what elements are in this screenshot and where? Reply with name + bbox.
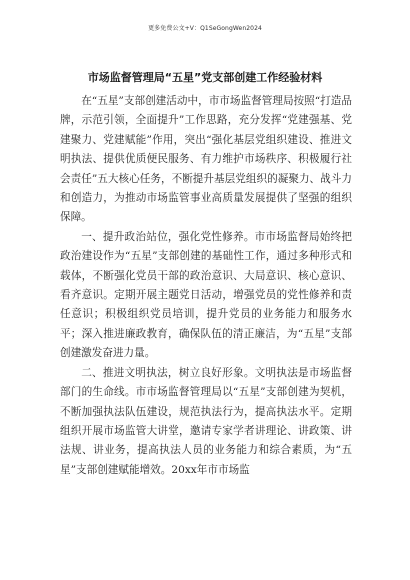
document-title: 市场监督管理局“五星”党支部创建工作经验材料 [87,71,323,84]
header-note: 更多免费公文+V：Q1SeGongWen2024 [148,25,262,32]
paragraph-section-2: 二、推进文明执法，树立良好形象。文明执法是市场监督部门的生命线。市市场监督管理局以“五星”支部创建为契机，不断加强执法队伍建设，规范执法行为，提高执法水平。定期组织开展市场监管大讲堂，邀请专家学者讲理论、讲政策、讲法规、讲业务，提高执法人员的业务能力和综合素质，为“五星”支部创建赋能增效。20xx年市市场监 [60,366,352,476]
document-body [60,92,352,480]
paragraph-section-1: 一、提升政治站位，强化党性修养。市市场监督局始终把政治建设作为“五星”支部创建的基础性工作，通过多种形式和载体，不断强化党员干部的政治意识、大局意识、核心意识、看齐意识。定期开展主题党日活动，增强党员的党性修养和责任意识；积极组织党员培训，提升党员的业务能力和服务水平；深入推进廉政教育，确保队伍的清正廉洁，为“五星”支部创建激发奋进力量。 [60,230,352,360]
paragraph-intro: 在“五星”支部创建活动中，市市场监督管理局按照“打造品牌，示范引领，全面提升”工作思路，充分发挥“党建强基、党建聚力、党建赋能”作用，突出“强化基层党组织建设、推进文明执法、提供优质便民服务、有力维护市场秩序、积极履行社会责任”五大核心任务，不断提升基层党组织的凝聚力、战斗力和创造力，为推动市场监管事业高质量发展提供了坚强的组织保障。 [60,95,352,224]
